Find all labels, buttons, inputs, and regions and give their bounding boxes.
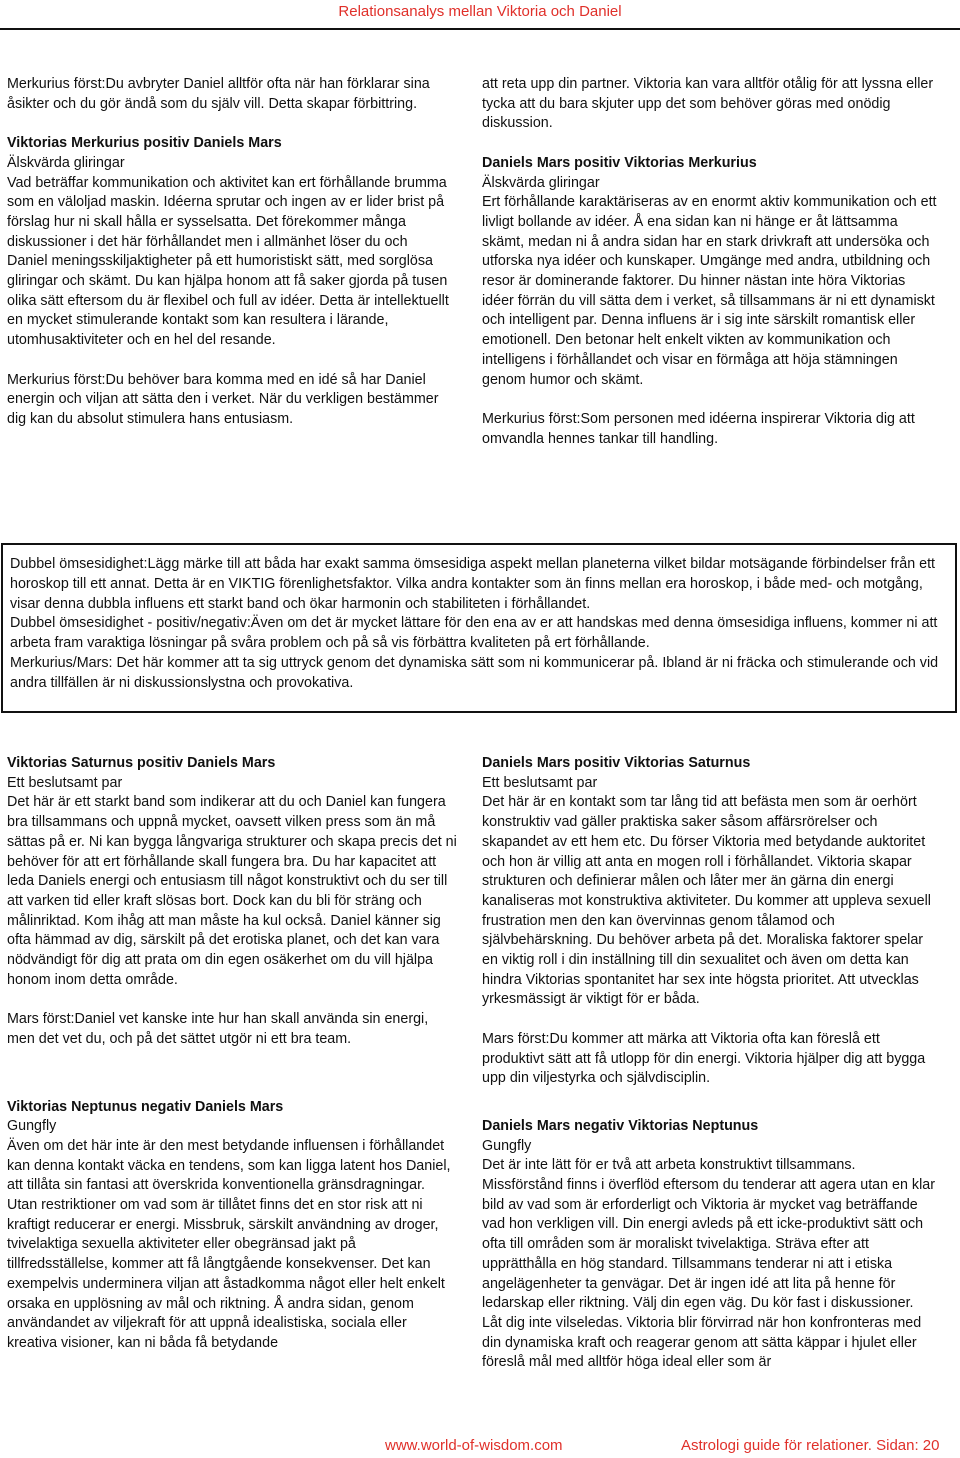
box-paragraph: Dubbel ömsesidighet - positiv/negativ:Även om det är mycket lättare för den ena av er att handskas med denna ömsesidiga influens, kommer ni att arbeta fram varaktiga lösningar på svåra problem och på så vis förbättra kvaliteten på ert förhållande. <box>10 615 938 652</box>
footer-website-link[interactable]: www.world-of-wisdom.com <box>385 1437 563 1454</box>
section-subtitle: Gungfly <box>482 1137 532 1154</box>
section-heading: Daniels Mars positiv Viktorias Merkurius <box>482 154 757 171</box>
section-heading: Viktorias Saturnus positiv Daniels Mars <box>7 755 276 771</box>
section-heading: Viktorias Neptunus negativ Daniels Mars <box>7 1098 284 1115</box>
mercury-first-note: Merkurius först:Du avbryter Daniel alltför ofta när han förklarar sina åsikter och du gör ändå som du själv vill. Detta skapar förbittring. <box>7 76 430 112</box>
section-heading: Viktorias Merkurius positiv Daniels Mars <box>7 135 282 152</box>
section-body: Ert förhållande karaktäriseras av en enormt aktiv kommunikation och ett livligt bollande av idéer. Å ena sidan kan ni hänge er åt lättsamma skämt, medan ni å andra sidan har en stark drivkraft att undersöka och utforska nya idéer och kunskaper. Umgänge med andra, utbildning och resor är dominerande faktorer. Du hinner nästan inte höra Viktorias idéer förrän du vill sätta dem i verket, så tillsammans är ni ett dynamiskt och intelligent par. Denna influens är i sig inte särskilt romantisk eller emotionell. Den betonar helt enkelt vikten av kommunikation och intelligens i förhållandet och visar en förmåga att höja stämningen genom humor och skämt. <box>482 194 937 388</box>
left-column-top <box>7 75 452 430</box>
section-note: Mars först:Du kommer att märka att Viktoria ofta kan föreslå ett produktivt sätt att få utlopp för din energi. Viktoria hjälper dig att bygga upp din viljestyrka och självdisciplin. <box>482 1030 926 1087</box>
section-body: Det här är ett starkt band som indikerar att du och Daniel kan fungera bra tillsammans och uppnå mycket, oavsett vilken press som än må sättas på er. Ni kan bygga långvariga strukturer och skapa precis det ni behöver för att ert förhållande skall fungera bra. Du har kapacitet att leda Daniels energi och entusiasm till något konstruktivt och du ser till att varken tid eller kraft slösas bort. Dock kan du bli för sträng och målinriktad. Kom ihåg att man måste ha kul också. Daniel känner sig ofta hämmad av dig, särskilt på det erotiska planet, och det kan vara nödvändigt för dig att prata om din egen osäkerhet om du vill hjälpa honom inom detta område. <box>7 794 457 988</box>
header-divider <box>0 28 960 30</box>
box-paragraph: Dubbel ömsesidighet:Lägg märke till att båda har exakt samma ömsesidiga aspekt mellan planeterna vilket bildar motsägande förbindelser från ett horoskop till ett annat. Detta är en VIKTIG förenlighetsfaktor. Vilka andra kontakter som än finns mellan era horoskop, i både med- och motgång, visar denna dubbla influens ett starkt band och ökar harmonin och stabiliteten i förhållandet. <box>10 556 936 612</box>
section-note: Merkurius först:Du behöver bara komma med en idé så har Daniel energin och viljan att sätta den i verket. När du verkligen bestämmer dig kan du absolut stimulera hans entusiasm. <box>7 371 439 427</box>
section-heading: Daniels Mars positiv Viktorias Saturnus <box>482 755 751 771</box>
section-body: Även om det här inte är den mest betydande influensen i förhållandet kan denna kontakt väcka en tendens, som kan ligga latent hos Daniel, att tillåta sin fantasi att överskrida konventionella gränsdragningar. Utan restriktioner om vad som är tillåtet finns det en stor risk att ni kraftigt reducerar er energi. Missbruk, särskilt användning av droger, tvivelaktiga sexuella aktiviteter eller obegränsad jakt på tillfredsställelse, kommer att få långtgående konsekvenser. Det kan exempelvis underminera viljan att åstadkomma något eller helt enkelt orsaka en upplösning av mål och riktning. Å andra sidan, genom användandet av viljekraft för att uppnå idealistiska, sociala eller kreativa visioner, kan ni båda få betydande <box>7 1137 451 1351</box>
section-subtitle: Älskvärda gliringar <box>7 154 125 171</box>
footer-guide-page: Astrologi guide för relationer. Sidan: 20 <box>681 1437 940 1454</box>
mutual-aspect-box <box>1 543 957 713</box>
right-column-bottom <box>482 754 937 1373</box>
continued-text: att reta upp din partner. Viktoria kan vara alltför otålig för att lyssna eller tycka att du bara skjuter upp det som behöver göras med onödig diskussion. <box>482 76 934 132</box>
section-note: Merkurius först:Som personen med idéerna inspirerar Viktoria dig att omvandla hennes tankar till handling. <box>482 410 915 447</box>
right-column-top <box>482 75 937 449</box>
section-body: Det är inte lätt för er två att arbeta konstruktivt tillsammans. Missförstånd finns i överflöd eftersom du tenderar att agera utan en klar bild av vad som är erforderligt och Viktoria är mycket vag beträffande vad hon verkligen vill. Din energi avleds på ett icke-produktivt sätt och ofta till områden som är moraliskt tvivelaktiga. Sträva efter att upprätthålla en hög standard. Tillsammans tenderar ni att i etiska angelägenheter ta genvägar. Det är ingen idé att lita på henne för ledarskap eller riktning. Välj din egen väg. Du kör fast i diskussioner. Låt dig inte vilseledas. Viktoria blir förvirrad när hon konfronteras med din dynamiska kraft och reagerar genom att sätta käppar i hjulet eller föreslå mål med alltför höga ideal eller som är <box>482 1157 935 1371</box>
section-subtitle: Älskvärda gliringar <box>482 174 600 191</box>
section-heading: Daniels Mars negativ Viktorias Neptunus <box>482 1117 759 1134</box>
page-footer <box>0 1436 960 1456</box>
section-subtitle: Gungfly <box>7 1118 57 1135</box>
section-subtitle: Ett beslutsamt par <box>7 774 123 791</box>
section-body: Det här är en kontakt som tar lång tid att befästa men som är oerhört konstruktiv vad gäller praktiska saker såsom affärsrörelser och skapandet av ett hem etc. Du förser Viktoria med betydande auktoritet och hon är villig att anta en mogen roll i förhållandet. Viktoria skapar strukturen och definierar målen och låter mer än gärna din energi kanaliseras mot konstruktiva aktiviteter. Du kommer att uppleva sexuell frustration men den kan övervinnas genom tålamod och självbehärskning. Du behöver arbeta på det. Moraliska faktorer spelar en viktig roll i din inställning till din sexualitet och även om detta kan hindra Viktorias spontanitet har sex inte högsta prioritet. Att utvecklas yrkesmässigt är viktigt för er båda. <box>482 794 931 1008</box>
box-paragraph: Merkurius/Mars: Det här kommer att ta sig uttryck genom det dynamiska sätt som ni kommunicerar på. Ibland är ni fräcka och stimulerande och vid andra tillfällen är ni diskussionslystna och provokativa. <box>10 654 939 691</box>
left-column-bottom <box>7 754 459 1354</box>
section-subtitle: Ett beslutsamt par <box>482 774 598 791</box>
section-note: Mars först:Daniel vet kanske inte hur han skall använda sin energi, men det vet du, och på det sättet utgör ni ett bra team. <box>7 1011 429 1047</box>
section-body: Vad beträffar kommunikation och aktivitet kan ert förhållande brumma som en väloljad maskin. Idéerna sprutar och ingen av er lider brist på förslag hur ni skall hålla er sysselsatta. Det förekommer många diskussioner i det här förhållandet men i allmänhet löser du och Daniel meningsskiljaktigheter på ett humoristiskt sätt, med sorglösa gliringar och skämt. Du kan hjälpa honom att få saker gjorda på tusen olika sätt eftersom du är flexibel och full av idéer. Detta är intellektuellt en mycket stimulerande kontakt som kan resultera i lärande, utomhusaktiviteter och en hel del resande. <box>7 174 449 349</box>
page-header-title: Relationsanalys mellan Viktoria och Daniel <box>338 3 622 20</box>
